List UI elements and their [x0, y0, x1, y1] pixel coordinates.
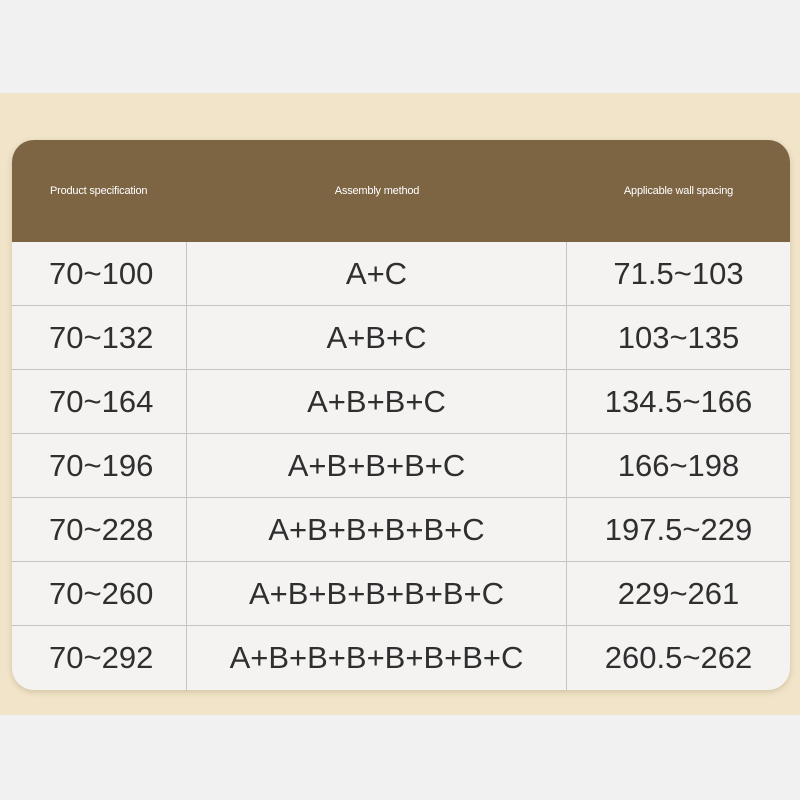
table-row	[12, 498, 790, 562]
table-row	[12, 370, 790, 434]
table-row	[12, 306, 790, 370]
spacing-cell: 229~261	[617, 575, 740, 611]
assembly-cell: A+B+B+B+B+B+B+C	[187, 626, 567, 690]
header-applicable-wall-spacing: Applicable wall spacing	[623, 185, 734, 197]
spec-cell: 70~132	[12, 306, 187, 369]
table-header	[12, 140, 790, 242]
assembly-cell: A+B+B+B+B+B+C	[187, 562, 567, 625]
assembly-cell: A+C	[187, 242, 567, 305]
spacing-cell: 134.5~166	[604, 383, 753, 419]
header-product-specification: Product specification	[50, 185, 148, 197]
spec-cell: 70~196	[12, 434, 187, 497]
spacing-cell: 166~198	[617, 447, 740, 483]
spec-cell: 70~100	[12, 242, 187, 305]
spacing-cell: 260.5~262	[604, 640, 753, 675]
spec-cell: 70~292	[12, 626, 187, 690]
spacing-cell: 71.5~103	[613, 255, 744, 291]
assembly-cell: A+B+C	[187, 306, 567, 369]
assembly-cell: A+B+B+B+C	[187, 434, 567, 497]
table-row	[12, 562, 790, 626]
spec-cell: 70~164	[12, 370, 187, 433]
spacing-cell: 103~135	[617, 319, 740, 355]
spec-table	[12, 140, 790, 690]
spec-cell: 70~228	[12, 498, 187, 561]
assembly-cell: A+B+B+C	[187, 370, 567, 433]
assembly-cell: A+B+B+B+B+C	[187, 498, 567, 561]
table-row	[12, 434, 790, 498]
table-row	[12, 242, 790, 306]
header-assembly-method: Assembly method	[334, 185, 420, 197]
table-body	[12, 242, 790, 690]
spacing-cell: 197.5~229	[604, 511, 753, 547]
table-row	[12, 626, 790, 690]
spec-cell: 70~260	[12, 562, 187, 625]
